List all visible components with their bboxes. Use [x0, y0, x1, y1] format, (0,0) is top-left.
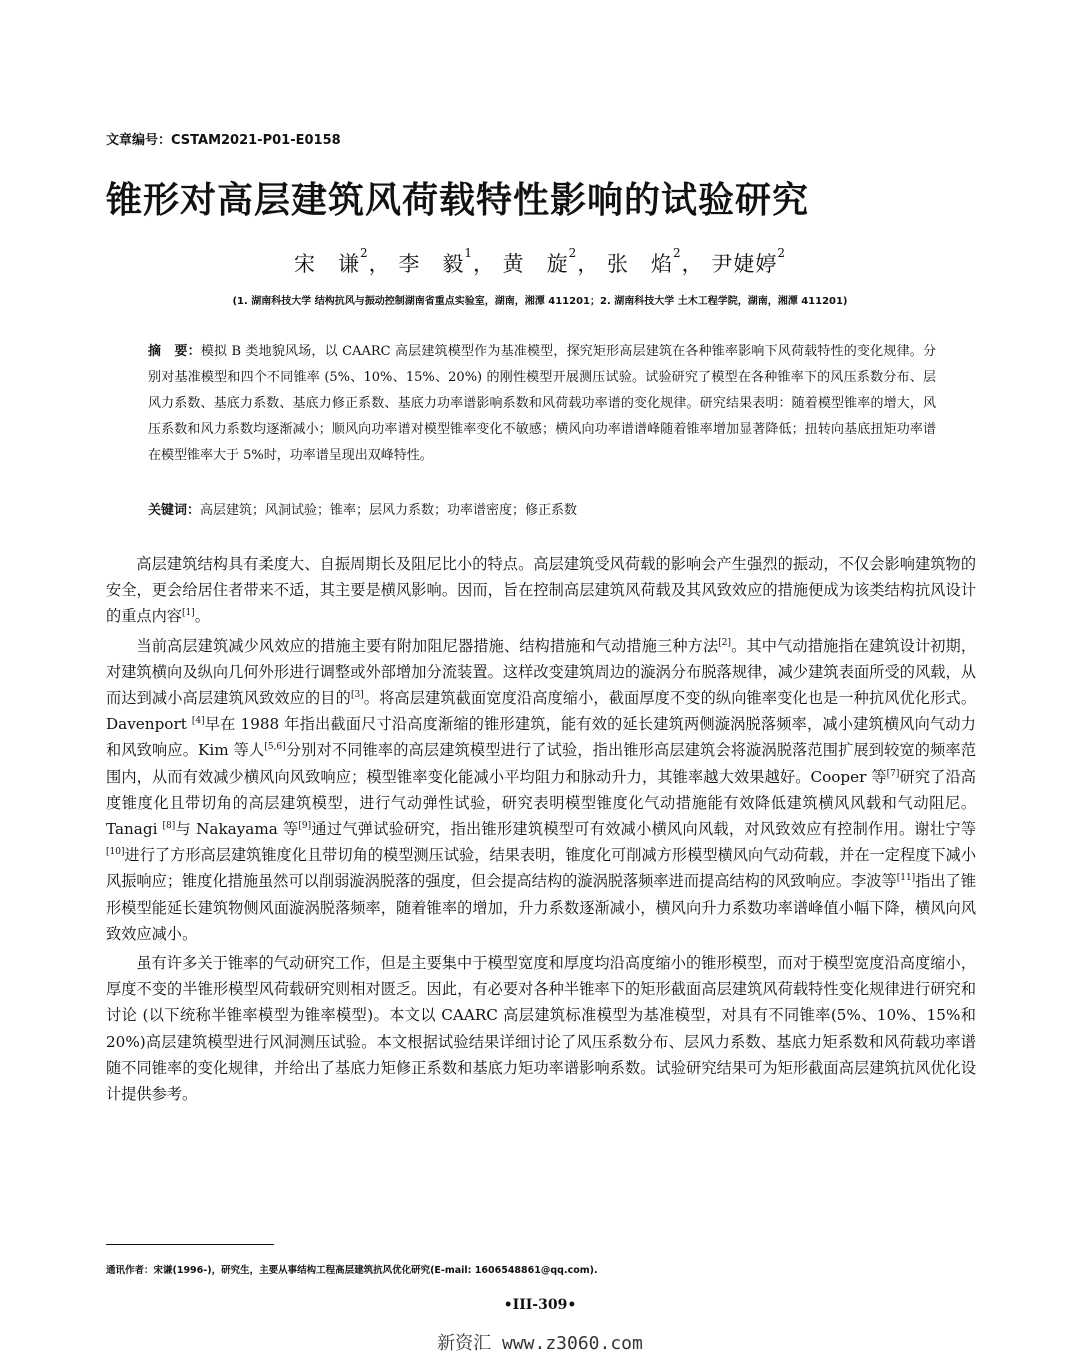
keywords — [148, 501, 936, 521]
author-affil-mark: 2 — [360, 246, 369, 260]
page-number: •III-309• — [503, 1297, 577, 1313]
author-name: 尹婕婷 — [711, 252, 778, 276]
paragraph-review — [106, 633, 976, 947]
citation[interactable]: [5,6] — [264, 742, 286, 753]
author-list — [0, 248, 1080, 278]
paragraph-purpose: 虽有许多关于锥率的气动研究工作，但是主要集中于模型宽度和厚度均沿高度缩小的锥形模型，而对于模型宽度沿高度缩小，厚度不变的半锥形模型风荷载研究则相对匮乏。因此，有必要对各种半锥率下的矩形截面高层建筑风荷载特性变化规律进行研究和讨论 (以下统称半锥率模型为锥率模型)。本文以 CAARC 高层建筑标准模型为基准模型，对具有不同锥率(5%、10%、15%和 20%)高层建筑模型进行风洞测压试验。本文根据试验结果详细讨论了风压系数分布、层风力系数、基底力矩系数和风荷载功率谱随不同锥率的变化规律，并给出了基底力矩修正系数和基底力矩功率谱影响系数。试验研究结果可为矩形截面高层建筑抗风优化设计提供参考。 — [106, 954, 976, 1104]
author-affil-mark: 2 — [777, 246, 786, 260]
author-separator: ， — [681, 252, 704, 276]
text-run: 分别对不同锥率的高层建筑模型进行了试验，指出锥形高层建筑会将漩涡脱落范围扩展到较宽的频率范围内，从而有效减少横风向风致响应；模型锥率变化能减小平均阻力和脉动升力，其锥率越大效果越好。Cooper 等 — [106, 741, 977, 786]
text-run: 。 — [194, 607, 210, 626]
text-run: 进行了方形高层建筑锥度化且带切角的模型测压试验，结果表明，锥度化可削减方形模型横风向气动荷载，并在一定程度下减小风振响应；锥度化措施虽然可以削弱漩涡脱落的强度，但会提高结构的漩涡脱落频率进而提高结构的风致响应。李波等 — [106, 846, 976, 891]
text-run: 与 Nakayama 等 — [175, 820, 299, 839]
footnote-divider — [106, 1244, 274, 1245]
author-separator: ， — [577, 252, 600, 276]
keywords-text: 高层建筑；风洞试验；锥率；层风力系数；功率谱密度；修正系数 — [200, 503, 578, 518]
citation[interactable]: [4] — [191, 716, 205, 727]
keywords-label: 关键词： — [148, 503, 201, 518]
text-run: 当前高层建筑减少风效应的措施主要有附加阻尼器措施、结构措施和气动措施三种方法 — [136, 636, 719, 655]
author-name: 李 毅 — [398, 252, 465, 276]
text-run: 研究了沿高度锥度化且带切角的高层建筑模型，进行气动弹性试验，研究表明模型锥度化气动措施能有效降低建筑横风风载和气动阻尼。Tanagi — [106, 767, 976, 839]
corresponding-author-footnote: 通讯作者：宋谦(1996-)，研究生，主要从事结构工程高层建筑抗风优化研究(E-mail: 1606548861@qq.com). — [106, 1265, 598, 1276]
watermark: 新资汇 www.z3060.com — [437, 1333, 643, 1354]
text-run: 早在 1988 年指出截面尺寸沿高度渐缩的锥形建筑，能有效的延长建筑两侧漩涡脱落频率，减小建筑横风向气动力和风致响应。Kim 等人 — [106, 715, 976, 760]
citation[interactable]: [8] — [162, 821, 176, 832]
author-name: 黄 旋 — [502, 252, 569, 276]
text-run: 。其中气动措施指在建筑设计初期，对建筑横向及纵向几何外形进行调整或外部增加分流装置。这样改变建筑周边的漩涡分布脱落规律，减少建筑表面所受的风载，从而达到减小高层建筑风致效应的目的 — [106, 636, 977, 708]
author-separator: ， — [368, 252, 391, 276]
citation[interactable]: [10] — [106, 847, 125, 858]
abstract — [148, 339, 936, 469]
citation[interactable]: [9] — [298, 821, 312, 832]
author-affil-mark: 2 — [568, 246, 578, 260]
affiliation: (1. 湖南科技大学 结构抗风与振动控制湖南省重点实验室，湖南，湘潭 411201；2. 湖南科技大学 土木工程学院，湖南，湘潭 411201) — [232, 296, 848, 307]
author-name: 张 焰 — [607, 252, 673, 276]
author-affil-mark: 1 — [464, 246, 473, 260]
text-run: 高层建筑结构具有柔度大、自振周期长及阻尼比小的特点。高层建筑受风荷载的影响会产生强烈的振动，不仅会影响建筑物的安全，更会给居住者带来不适，其主要是横风影响。因而，旨在控制高层建筑风荷载及其风致效应的措施便成为该类结构抗风设计的重点内容 — [106, 555, 976, 626]
author-affil-mark: 2 — [673, 246, 682, 260]
text-run: 通过气弹试验研究，指出锥形建筑模型可有效减小横风向风载，对风致效应有控制作用。谢壮宁等 — [311, 820, 977, 839]
abstract-label: 摘 要： — [148, 344, 201, 359]
author-separator: ， — [472, 252, 495, 276]
paper-title: 锥形对高层建筑风荷载特性影响的试验研究 — [106, 180, 810, 221]
citation[interactable]: [3] — [350, 690, 364, 701]
text-run: 。将高层建筑截面宽度沿高度缩小，截面厚度不变的纵向锥率变化也是一种抗风优化形式。Davenport — [106, 689, 977, 734]
author-name: 宋 谦 — [294, 252, 361, 276]
article-number: 文章编号：CSTAM2021-P01-E0158 — [106, 133, 341, 148]
citation[interactable]: [11] — [896, 873, 916, 884]
citation[interactable]: [1] — [181, 608, 195, 619]
citation[interactable]: [7] — [886, 768, 900, 779]
citation[interactable]: [2] — [718, 637, 732, 648]
body-text — [106, 551, 976, 1107]
text-run: 指出了锥形模型能延长建筑物侧风面漩涡脱落频率，随着锥率的增加，升力系数逐渐减小，横风向升力系数功率谱峰值小幅下降，横风向风致效应减小。 — [106, 872, 977, 943]
abstract-text: 模拟 B 类地貌风场，以 CAARC 高层建筑模型作为基准模型，探究矩形高层建筑在各种锥率影响下风荷载特性的变化规律。分别对基准模型和四个不同锥率 (5%、10%、15%、20%) 的刚性模型开展测压试验。试验研究了模型在各种锥率下的风压系数分布、层风力系数、基底力系数、基底力修正系数、基底力功率谱影响系数和风荷载功率谱的变化规律。研究结果表明：随着模型锥率的增大，风压系数和风力系数均逐渐减小；顺风向功率谱对模型锥率变化不敏感；横风向功率谱谱峰随着锥率增加显著降低；扭转向基底扭矩功率谱在模型锥率大于 5%时，功率谱呈现出双峰特性。 — [148, 344, 936, 463]
paragraph-intro — [106, 551, 976, 630]
